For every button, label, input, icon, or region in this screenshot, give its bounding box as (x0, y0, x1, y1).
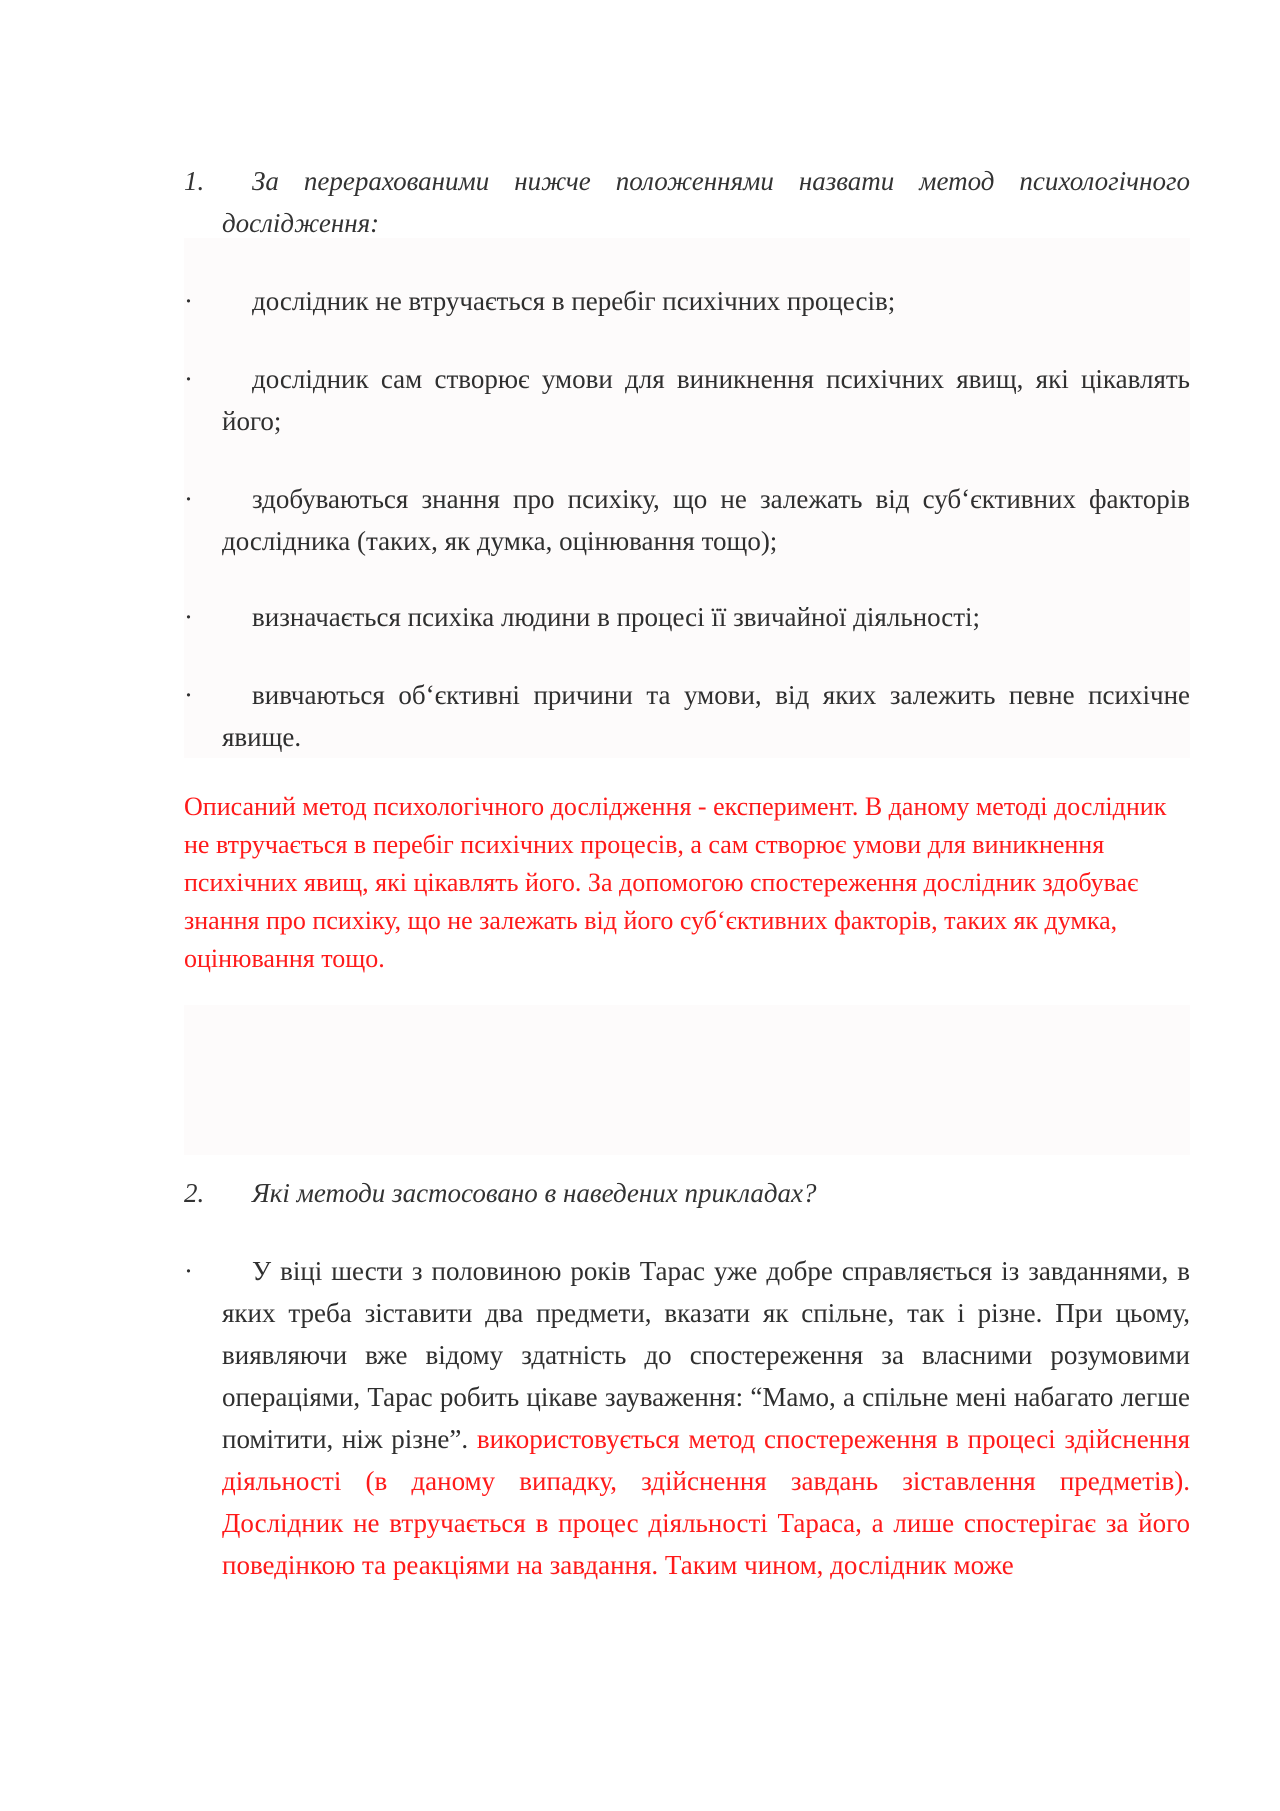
question-1-heading (184, 160, 1190, 244)
question-1-number: 1. (184, 166, 205, 196)
list-item (184, 478, 1190, 562)
list-item (184, 596, 1190, 638)
bullet: · (184, 364, 193, 394)
list-item-text: вивчаються об‘єктивні причини та умови, від яких залежить певне психічне явище. (222, 680, 1190, 752)
list-item-text: дослідник сам створює умови для виникнення психічних явищ, які цікавлять його; (222, 364, 1190, 436)
list-item-text: дослідник не втручається в перебіг психічних процесів; (252, 286, 896, 316)
question-1-answer: Описаний метод психологічного дослідження - експеримент. В даному методі дослідник не втручається в перебіг психічних процесів, а сам створює умови для виникнення психічних явищ, які цікавлять його. За допомогою спостереження дослідник здобуває знання про психіку, що не залежать від його суб‘єктивних факторів, таких як думка, оцінювання тощо. (184, 792, 1167, 973)
list-item-text: У віці шести з половиною років Тарас уже добре справляється із завданнями, в яких треба зіставити два предмети, вказати як спільне, так і різне. При цьому, виявляючи вже відому здатність до спостереження за власними розумовими операціями, Тарас робить цікаве зауваження: “Мамо, а спільне мені набагато легше помітити, ніж різне”. (222, 1256, 1190, 1454)
bullet: · (184, 602, 193, 632)
bullet: · (184, 680, 193, 710)
list-item (184, 674, 1190, 758)
question-2-heading-text: Які методи застосовано в наведених прикладах? (252, 1178, 817, 1208)
list-item-text: здобуваються знання про психіку, що не залежать від суб‘єктивних факторів дослідника (таких, як думка, оцінювання тощо); (222, 484, 1190, 556)
list-item-text: визначається психіка людини в процесі її звичайної діяльності; (252, 602, 981, 632)
question-1-heading-text: За перерахованими нижче положеннями назвати метод психологічного дослідження: (222, 166, 1190, 238)
bullet: · (184, 286, 193, 316)
question-2-items (184, 1250, 1190, 1586)
question-2-number: 2. (184, 1178, 205, 1208)
spacer (184, 1005, 1190, 1155)
list-item (184, 358, 1190, 442)
bullet: · (184, 484, 193, 514)
list-item (184, 1250, 1190, 1586)
question-2-heading (184, 1172, 1190, 1214)
list-item-answer: використовується метод спостереження в процесі здійснення діяльності (в даному випадку, здійснення завдань зіставлення предметів). Дослідник не втручається в процес діяльності Тараса, а лише спостерігає за його поведінкою та реакціями на завдання. Таким чином, дослідник може (222, 1424, 1190, 1580)
list-item (184, 280, 1190, 322)
bullet: · (184, 1256, 193, 1286)
question-1-items (184, 238, 1190, 758)
